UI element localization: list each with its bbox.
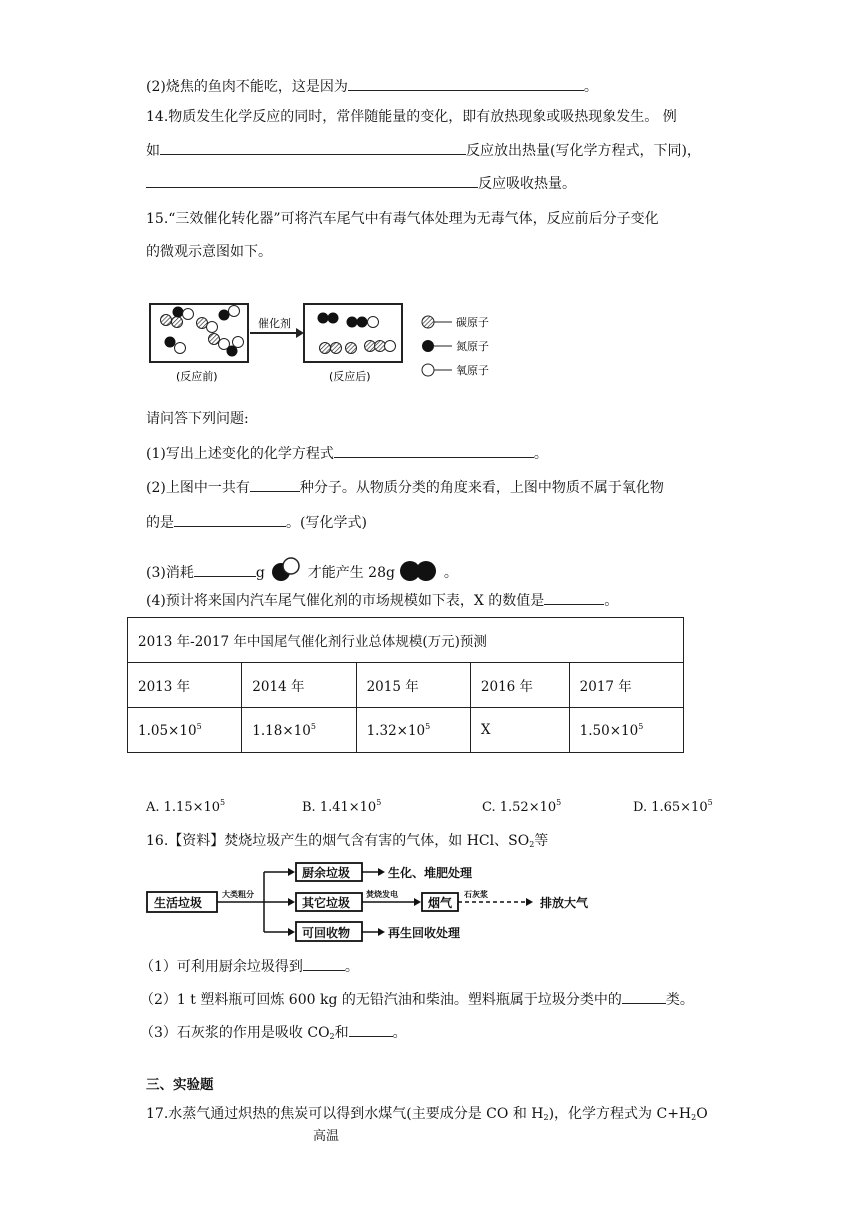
q16-kitchen-blank[interactable] (303, 956, 345, 971)
q15-line2: 的微观示意图如下。 (146, 244, 272, 260)
flow-source: 生活垃圾 (154, 896, 203, 910)
flow-result-recyclable: 再生回收处理 (388, 926, 461, 940)
table-title: 2013 年-2017 年中国尾气催化剂行业总体规模(万元)预测 (128, 618, 684, 663)
flow-sort-label: 大类粗分 (222, 890, 254, 899)
flow-branch-recyclable: 可回收物 (302, 926, 351, 940)
flow-final: 排放大气 (540, 896, 589, 910)
q16-line1: 16.【资料】焚烧垃圾产生的烟气含有害的气体，如 HCl、$SO_2$等 (146, 833, 549, 849)
table-cell: $1.05\times 10^5$ (128, 708, 242, 753)
table-cell: 2014 年 (242, 663, 356, 708)
q14-endothermic-blank[interactable] (146, 173, 478, 188)
q17-condition: 高温 (313, 1129, 340, 1144)
flow-branch-other: 其它垃圾 (302, 896, 351, 910)
flow-result-kitchen: 生化、堆肥处理 (388, 866, 473, 880)
option-b[interactable]: B. $1.41\times 10^5$ (302, 798, 382, 815)
arrow-label: 催化剂 (258, 317, 291, 330)
legend-carbon: 碳原子 (456, 316, 489, 329)
q15-prompt: 请问答下列问题: (146, 411, 249, 427)
table-row-years (128, 663, 684, 708)
q14-exothermic-blank[interactable] (160, 140, 466, 155)
catalyst-scale-table (127, 617, 684, 753)
q13-part2: (2)烧焦的鱼肉不能吃，这是因为 。 (146, 76, 598, 97)
q16-category-blank[interactable] (622, 989, 666, 1004)
q15-part2-line2: 的是 。(写化学式) (146, 512, 367, 533)
flow-smoke: 烟气 (428, 896, 453, 910)
table-cell: 2015 年 (356, 663, 470, 708)
before-molecules (161, 306, 244, 357)
flow-branch-kitchen: 厨余垃圾 (302, 866, 351, 880)
table-cell: X (470, 708, 569, 753)
q15-part2: (2)上图中一共有 种分子。从物质分类的角度来看，上图中物质不属于氧化物 (146, 477, 664, 498)
q15-x-value-blank[interactable] (544, 590, 604, 605)
q13-part2-text: (2)烧焦的鱼肉不能吃，这是因为 (146, 79, 348, 95)
legend (422, 315, 489, 377)
q16-part1: （1）可利用厨余垃圾得到 。 (140, 956, 359, 977)
q16-lime-blank[interactable] (349, 1022, 393, 1037)
section-heading: 三、实验题 (146, 1077, 214, 1093)
q15-line1: 15.“三效催化转化器”可将汽车尾气中有毒气体处理为无毒气体，反应前后分子变化 (146, 211, 659, 227)
after-molecules (318, 313, 396, 354)
flow-lime-label: 石灰浆 (464, 890, 488, 899)
q15-part3: (3)消耗 g 才能产生 28g 。 (146, 557, 458, 583)
table-cell: $1.18\times 10^5$ (242, 708, 356, 753)
no-molecule-icon (269, 557, 303, 583)
table-cell: $1.32\times 10^5$ (356, 708, 470, 753)
q15-mass-blank[interactable] (194, 562, 256, 577)
table-cell: 2016 年 (470, 663, 569, 708)
q15-part4: (4)预计将来国内汽车尾气催化剂的市场规模如下表，X 的数值是 。 (146, 590, 618, 611)
legend-oxygen: 氧原子 (456, 364, 489, 377)
waste-flow-diagram (146, 860, 626, 944)
q16-part3: （3）石灰浆的作用是吸收 $CO_2$和 。 (140, 1022, 407, 1047)
table-cell: 2013 年 (128, 663, 242, 708)
q14-line3: 反应吸收热量。 (146, 173, 576, 194)
q13-answer-blank[interactable] (348, 76, 584, 91)
option-c[interactable]: C. $1.52\times 10^5$ (482, 798, 562, 815)
q14-line1: 14.物质发生化学反应的同时，常伴随能量的变化，即有放热现象或吸热现象发生。 例 (146, 109, 677, 125)
q15-equation-blank[interactable] (334, 443, 534, 458)
table-row-values (128, 708, 684, 753)
legend-nitrogen: 氮原子 (456, 340, 489, 353)
option-a[interactable]: A. $1.15\times 10^5$ (146, 798, 226, 815)
q16-part2: （2）1 t 塑料瓶可回炼 600 kg 的无铅汽油和柴油。塑料瓶属于垃圾分类中的 类。 (140, 989, 694, 1010)
after-label: (反应后) (329, 370, 371, 383)
q15-formula-blank[interactable] (174, 512, 286, 527)
n2-molecule-icon (399, 559, 439, 583)
q15-part1: (1)写出上述变化的化学方程式 。 (146, 443, 548, 464)
q15-molecule-count-blank[interactable] (250, 477, 300, 492)
option-d[interactable]: D. $1.65\times 10^5$ (633, 798, 713, 815)
table-cell: 2017 年 (569, 663, 683, 708)
q14-line2: 如 反应放出热量(写化学方程式，下同)， (146, 140, 701, 161)
before-label: (反应前) (176, 370, 218, 383)
q15-molecule-diagram (146, 286, 516, 390)
flow-burn-label: 焚烧发电 (366, 890, 398, 899)
table-cell: $1.50\times 10^5$ (569, 708, 683, 753)
q17-line1: 17.水蒸气通过炽热的焦炭可以得到水煤气(主要成分是 CO 和 $H_2$)，化学方程式为 $C+H_2O$ (146, 1106, 708, 1122)
